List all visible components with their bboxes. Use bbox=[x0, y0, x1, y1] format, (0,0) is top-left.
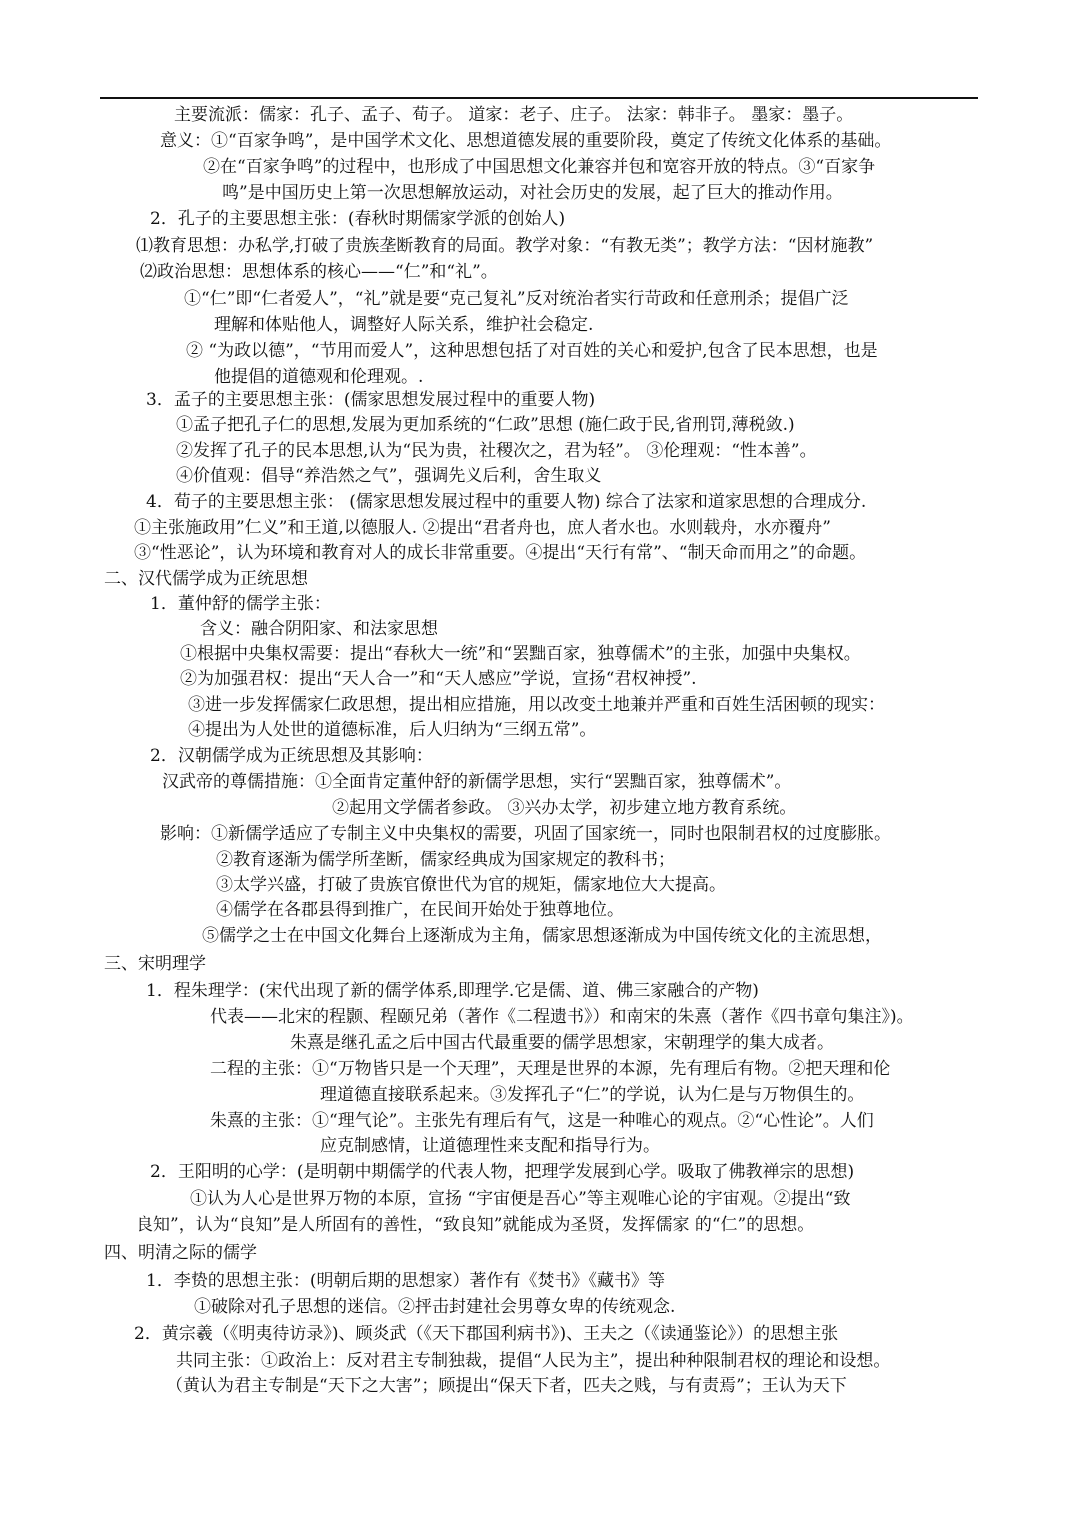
section-confucius: 2．孔子的主要思想主张：(春秋时期儒家学派的创始人) bbox=[150, 209, 566, 229]
line-influence-3: ③太学兴盛，打破了贵族官僚世代为官的规矩，儒家地位大大提高。 bbox=[216, 875, 726, 895]
line-cheng-zhu-1: 代表——北宋的程颢、程颐兄弟（著作《二程遗书》）和南宋的朱熹（著作《四书章句集注》)。 bbox=[210, 1007, 914, 1027]
line-virtue-2: 他提倡的道德观和伦理观。. bbox=[214, 367, 424, 387]
section-wang-yangming: 2．王阳明的心学：(是明朝中期儒学的代表人物，把理学发展到心学。吸取了佛教禅宗的思想) bbox=[150, 1162, 855, 1182]
line-significance-3: 鸣”是中国历史上第一次思想解放运动，对社会历史的发展，起了巨大的推动作用。 bbox=[222, 183, 843, 203]
section-mencius: 3．孟子的主要思想主张：(儒家思想发展过程中的重要人物) bbox=[146, 390, 596, 410]
line-common-2: （黄认为君主专制是“天下之大害”；顾提出“保天下者，匹夫之贱，与有责焉”；王认为天下 bbox=[166, 1376, 847, 1396]
line-dong-3: ③进一步发挥儒家仁政思想，提出相应措施，用以改变土地兼并严重和百姓生活困顿的现实： bbox=[188, 695, 885, 715]
line-mencius-2: ②发挥了孔子的民本思想,认为“民为贵，社稷次之，君为轻”。 ③伦理观：“性本善”。 bbox=[176, 441, 817, 461]
heading-han-confucianism: 二、汉代儒学成为正统思想 bbox=[104, 569, 308, 589]
line-zhuxi-1: 朱熹的主张：①“理气论”。主张先有理后有气，这是一种唯心的观点。②“心性论”。人们 bbox=[210, 1111, 874, 1131]
line-dong-meaning: 含义：融合阴阳家、和法家思想 bbox=[200, 619, 438, 639]
line-wang-2: 良知”，认为“良知”是人所固有的善性，“致良知”就能成为圣贤，发挥儒家 的“仁”的思想。 bbox=[136, 1215, 815, 1235]
header-rule bbox=[100, 97, 978, 99]
line-ren-li-1: ①“仁”即“仁者爱人”，“礼”就是要“克己复礼”反对统治者实行苛政和任意刑杀；提倡广泛 bbox=[184, 289, 849, 309]
line-main-schools: 主要流派：儒家：孔子、孟子、荀子。 道家：老子、庄子。 法家：韩非子。 墨家：墨子。 bbox=[174, 105, 854, 125]
line-xunzi-1: ①主张施政用”仁义”和王道,以德服人. ②提出“君者舟也，庶人者水也。水则载舟，水亦覆舟” bbox=[134, 518, 831, 538]
line-wudi-2: ②起用文学儒者参政。 ③兴办太学，初步建立地方教育系统。 bbox=[332, 798, 797, 818]
line-xunzi-2: ③“性恶论”，认为环境和教育对人的成长非常重要。④提出“天行有常”、“制天命而用之”的命题。 bbox=[134, 543, 867, 563]
line-zhuxi-2: 应克制感情，让道德理性来支配和指导行为。 bbox=[320, 1136, 660, 1156]
section-han-orthodoxy: 2．汉朝儒学成为正统思想及其影响： bbox=[150, 746, 433, 766]
line-influence-4: ④儒学在各郡县得到推广，在民间开始处于独尊地位。 bbox=[216, 900, 624, 920]
heading-song-ming: 三、宋明理学 bbox=[104, 954, 206, 974]
section-dong-zhongshu: 1．董仲舒的儒学主张： bbox=[150, 594, 331, 614]
line-dong-4: ④提出为人处世的道德标准，后人归纳为“三纲五常”。 bbox=[188, 720, 597, 740]
line-cheng-zhu-2: 朱熹是继孔孟之后中国古代最重要的儒学思想家，宋朝理学的集大成者。 bbox=[290, 1033, 834, 1053]
line-ercheng-1: 二程的主张：①“万物皆只是一个天理”，天理是世界的本源，先有理后有物。②把天理和伦 bbox=[210, 1059, 891, 1079]
line-significance-2: ②在“百家争鸣”的过程中，也形成了中国思想文化兼容并包和宽容开放的特点。③“百家争 bbox=[203, 157, 876, 177]
line-wang-1: ①认为人心是世界万物的本原，宣扬 “宇宙便是吾心”等主观唯心论的宇宙观。②提出“致 bbox=[190, 1189, 851, 1209]
line-confucius-politics: ⑵政治思想：思想体系的核心——“仁”和“礼”。 bbox=[140, 262, 498, 282]
section-xunzi: 4．荀子的主要思想主张： (儒家思想发展过程中的重要人物) 综合了法家和道家思想的合理成分. bbox=[146, 492, 867, 512]
section-three-thinkers: 2．黄宗羲（《明夷待访录》)、顾炎武（《天下郡国利病书》)、王夫之（《读通鉴论》）的思想主张 bbox=[134, 1324, 839, 1344]
line-ren-li-2: 理解和体贴他人，调整好人际关系，维护社会稳定. bbox=[214, 315, 594, 335]
line-significance-1: 意义：①“百家争鸣”，是中国学术文化、思想道德发展的重要阶段，奠定了传统文化体系的基础。 bbox=[160, 131, 892, 151]
line-influence-1: 影响：①新儒学适应了专制主义中央集权的需要，巩固了国家统一，同时也限制君权的过度膨胀。 bbox=[160, 824, 891, 844]
heading-ming-qing: 四、明清之际的儒学 bbox=[104, 1243, 257, 1263]
line-virtue-1: ② “为政以德”，“节用而爱人”，这种思想包括了对百姓的关心和爱护,包含了民本思想，也是 bbox=[186, 341, 878, 361]
section-cheng-zhu: 1．程朱理学：(宋代出现了新的儒学体系,即理学.它是儒、道、佛三家融合的产物) bbox=[146, 981, 759, 1001]
line-confucius-education: ⑴教育思想：办私学,打破了贵族垄断教育的局面。教学对象：“有教无类”；教学方法：“因材施教” bbox=[136, 236, 874, 256]
line-ercheng-2: 理道德直接联系起来。③发挥孔子“仁”的学说，认为仁是与万物俱生的。 bbox=[320, 1085, 865, 1105]
line-li-zhi-1: ①破除对孔子思想的迷信。②抨击封建社会男尊女卑的传统观念. bbox=[194, 1297, 676, 1317]
line-dong-2: ②为加强君权：提出“天人合一”和“天人感应”学说，宣扬“君权神授”. bbox=[180, 669, 697, 689]
section-li-zhi: 1．李贽的思想主张：(明朝后期的思想家）著作有《焚书》《藏书》等 bbox=[146, 1271, 665, 1291]
line-mencius-3: ④价值观：倡导“养浩然之气”，强调先义后利，舍生取义 bbox=[176, 466, 602, 486]
line-influence-2: ②教育逐渐为儒学所垄断，儒家经典成为国家规定的教科书； bbox=[216, 850, 675, 870]
line-influence-5: ⑤儒学之士在中国文化舞台上逐渐成为主角，儒家思想逐渐成为中国传统文化的主流思想， bbox=[202, 926, 882, 946]
line-mencius-1: ①孟子把孔子仁的思想,发展为更加系统的“仁政”思想 (施仁政于民,省刑罚,薄税敛.) bbox=[176, 415, 795, 435]
line-dong-1: ①根据中央集权需要：提出“春秋大一统”和“罢黜百家，独尊儒术”的主张，加强中央集权。 bbox=[180, 644, 861, 664]
line-common-1: 共同主张：①政治上：反对君主专制独裁，提倡“人民为主”，提出种种限制君权的理论和设想。 bbox=[176, 1351, 891, 1371]
line-wudi-1: 汉武帝的尊儒措施：①全面肯定董仲舒的新儒学思想，实行“罢黜百家，独尊儒术”。 bbox=[162, 772, 792, 792]
